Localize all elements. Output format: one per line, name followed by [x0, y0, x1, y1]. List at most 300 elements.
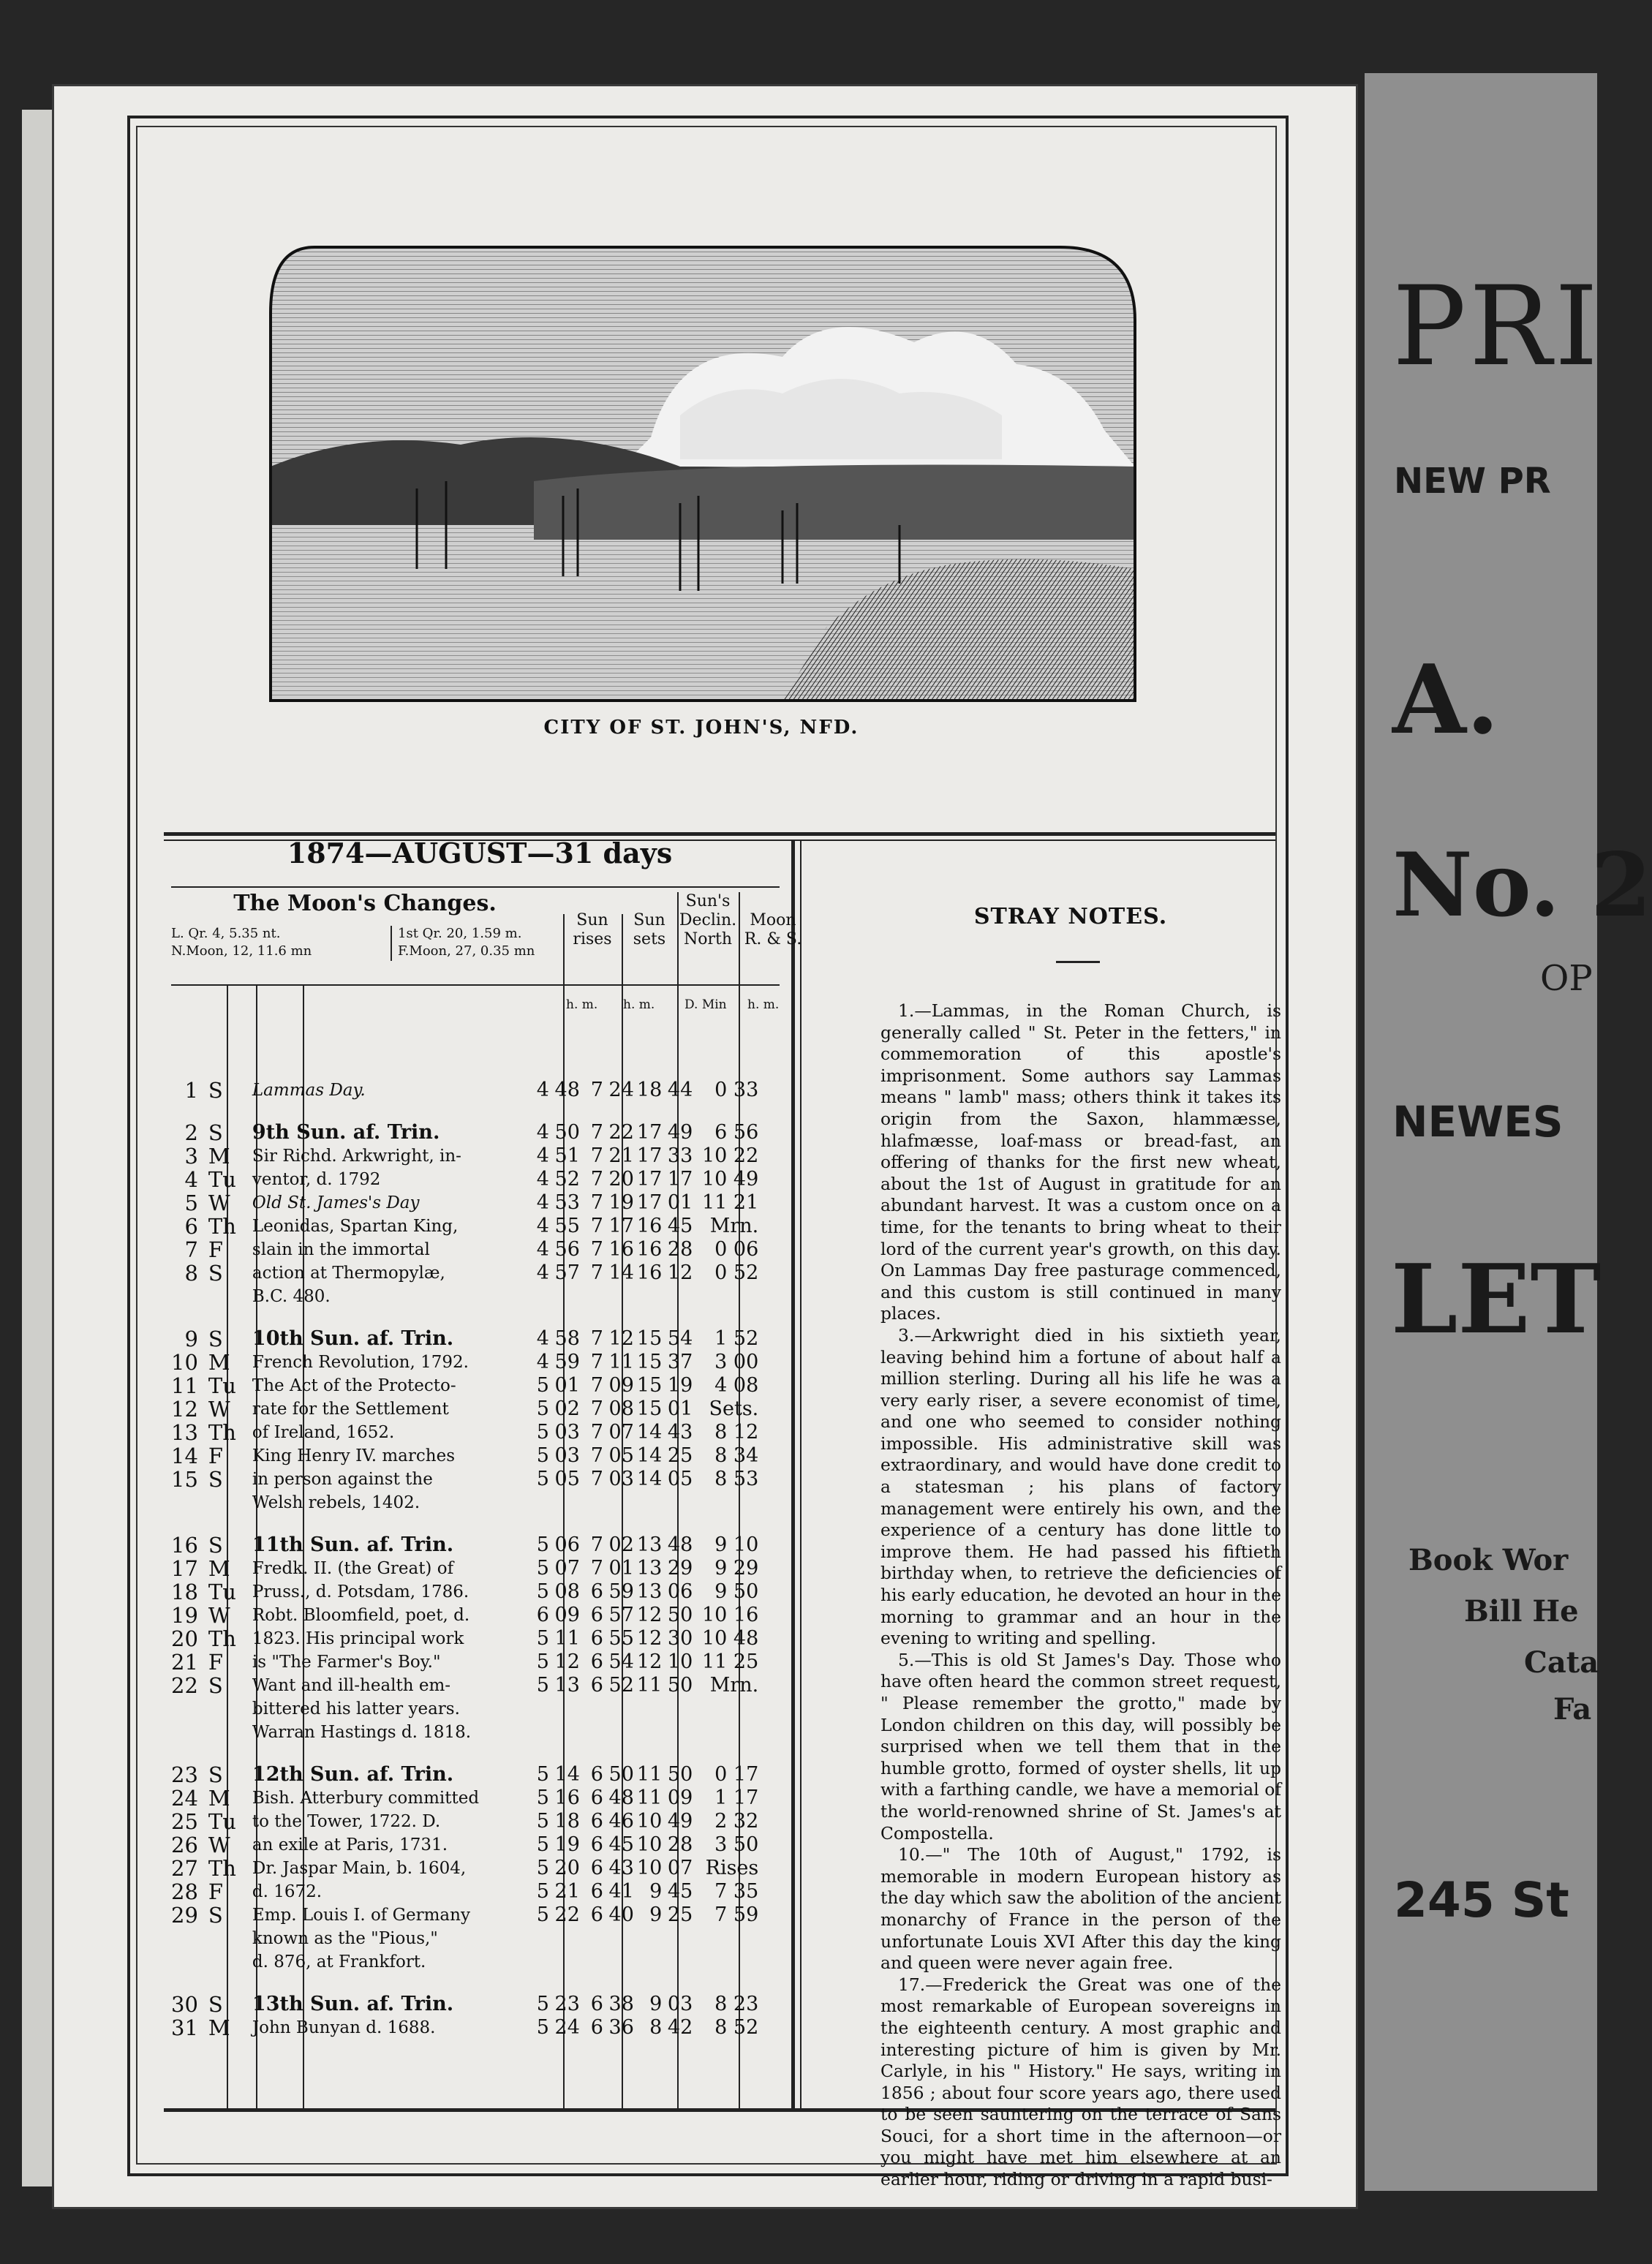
calendar-row: [171, 1351, 763, 1375]
declination-degrees: 16: [636, 1261, 663, 1284]
sunrise-hour: 4: [536, 1121, 549, 1144]
sunset-minute: 55: [608, 1627, 634, 1650]
moon-rise-set: 3 50: [714, 1833, 759, 1856]
moon-changes-divider: [391, 926, 392, 961]
weekday: Th: [208, 1420, 236, 1445]
sunrise-minute: [549, 1951, 583, 1974]
sunset-hour: 6: [590, 1857, 603, 1879]
facing-line-7: LET: [1391, 1243, 1602, 1355]
weekday: S: [208, 1078, 223, 1103]
event-text: in person against the: [252, 1470, 433, 1489]
calendar-row: [171, 1145, 763, 1169]
sunrise-hour: [529, 1928, 549, 1951]
declination-minutes: 28: [667, 1238, 693, 1261]
declination-minutes: 28: [667, 1833, 693, 1856]
sunrise-minute: 12: [554, 1650, 580, 1673]
day-number: 18: [171, 1580, 198, 1604]
calendar-row: [171, 1698, 763, 1721]
sunset-minute: 01: [608, 1557, 634, 1580]
calendar-row: [171, 1581, 763, 1604]
stray-note-paragraph: 3.—Arkwright died in his sixtieth year, leaving behind him a fortune of about half a million sterling. During all his life he was a very early riser, a severe economist of time, and one who seemed to consider nothing impossible. His administrative skill was extraordinary, and would have done credit to a statesman ; his plans of factory management were entirely his own, and the experience of a century has done little to improve them. He had passed his fiftieth birthday when, to retrieve the deficiencies of his early education, he devoted an hour in the morning to grammar and an hour in the evening to writing and spelling.: [880, 1324, 1281, 1649]
sunrise-minute: 58: [554, 1327, 580, 1350]
sun-rises-header: Sun rises: [573, 911, 612, 948]
declination-minutes: 06: [667, 1580, 693, 1603]
moon-rise-set: 10 48: [701, 1627, 759, 1650]
weekday: M: [208, 2015, 230, 2040]
sunset-hour: 6: [590, 2016, 603, 2039]
event-text: 1823. His principal work: [252, 1629, 464, 1648]
declination-degrees: 14: [636, 1468, 663, 1490]
sunrise-minute: 05: [554, 1468, 580, 1490]
day-number: 5: [184, 1191, 198, 1215]
declination-minutes: 17: [667, 1168, 693, 1191]
sunset-hour: [583, 1721, 603, 1745]
sunset-minute: 17: [608, 1215, 634, 1237]
sunrise-minute: 48: [554, 1079, 580, 1101]
day-number: [171, 1492, 203, 1515]
sunrise-minute: 03: [554, 1444, 580, 1467]
sunrise-minute: 13: [554, 1674, 580, 1697]
declination-minutes: 45: [667, 1215, 693, 1237]
calendar-table: [171, 1079, 763, 2040]
sunset-hour: 7: [590, 1374, 603, 1397]
sunset-minute: 52: [608, 1674, 634, 1697]
weekday: [203, 1492, 249, 1515]
event-text: Lammas Day.: [252, 1081, 366, 1100]
event-text: Pruss., d. Potsdam, 1786.: [252, 1582, 469, 1601]
day-number: 30: [171, 1992, 198, 2017]
day-number: 31: [171, 2015, 198, 2040]
sunset-minute: 57: [608, 1604, 634, 1626]
sunrise-hour: 4: [536, 1238, 549, 1261]
sunset-hour: 7: [590, 1121, 603, 1144]
calendar-row: [171, 1558, 763, 1581]
sunset-hour: [583, 1492, 603, 1515]
moon-rise-set: Sets.: [709, 1397, 759, 1420]
sunset-hour: 7: [590, 1351, 603, 1373]
day-number: 15: [171, 1467, 198, 1492]
sunset-minute: 12: [608, 1327, 634, 1350]
sunrise-minute: 56: [554, 1238, 580, 1261]
sunrise-hour: [529, 1721, 549, 1745]
calendar-row: [171, 1675, 763, 1698]
weekday: F: [208, 1444, 224, 1468]
facing-line-5: OP: [1540, 958, 1593, 999]
day-number: 1: [184, 1078, 198, 1103]
declination-degrees: 10: [636, 1810, 663, 1833]
moon-rise-set: 11 25: [701, 1650, 759, 1673]
declination-minutes: 33: [667, 1144, 693, 1167]
sunset-minute: 02: [608, 1533, 634, 1556]
day-number: 10: [171, 1350, 198, 1375]
sunset-minute: 08: [608, 1397, 634, 1420]
unit-declination: D. Min: [684, 997, 727, 1012]
declination-minutes: 48: [667, 1533, 693, 1556]
calendar-row: [171, 1811, 763, 1834]
harbour-engraving: [271, 247, 1135, 701]
declination-minutes: [662, 1928, 695, 1951]
sunrise-hour: 5: [536, 1533, 549, 1556]
sunset-hour: 7: [590, 1238, 603, 1261]
declination-degrees: 9: [649, 1903, 663, 1926]
calendar-row: [171, 1468, 763, 1492]
sunset-hour: 7: [590, 1191, 603, 1214]
facing-line-12: 245 St: [1394, 1872, 1569, 1928]
moon-change-full-moon: F.Moon, 27, 0.35 mn: [398, 943, 535, 959]
moon-rise-set: 0 17: [714, 1763, 759, 1786]
moon-change-new-moon: N.Moon, 12, 11.6 mn: [171, 943, 312, 959]
calendar-title: 1874—AUGUST—31 days: [287, 837, 673, 869]
sunrise-hour: [529, 1286, 549, 1309]
declination-degrees: 16: [636, 1215, 663, 1237]
moon-rise-set: 0 06: [714, 1238, 759, 1261]
sunset-minute: 11: [608, 1351, 634, 1373]
moon-rise-set: 9 10: [714, 1533, 759, 1556]
calendar-row: [171, 1422, 763, 1445]
sunrise-hour: 5: [536, 1810, 549, 1833]
stray-notes-body: [880, 1000, 1281, 2191]
day-number: 21: [171, 1650, 198, 1675]
sunrise-minute: 53: [554, 1191, 580, 1214]
sunrise-minute: 07: [554, 1557, 580, 1580]
declination-minutes: 03: [667, 1993, 693, 2015]
weekday: M: [208, 1556, 230, 1581]
moon-change-first-quarter: 1st Qr. 20, 1.59 m.: [398, 926, 522, 941]
sunset-hour: 6: [590, 1810, 603, 1833]
facing-line-10: Cata: [1524, 1645, 1599, 1680]
moon-rise-set: 10 22: [701, 1144, 759, 1167]
declination-degrees: 15: [636, 1397, 663, 1420]
column-divider: [791, 839, 795, 2108]
weekday: F: [208, 1879, 224, 1904]
event-text: 10th Sun. af. Trin.: [252, 1327, 454, 1350]
declination-header: Sun's Declin. North: [679, 892, 737, 948]
sunrise-minute: 23: [554, 1993, 580, 2015]
day-number: 19: [171, 1603, 198, 1628]
facing-line-4: No. 2: [1392, 834, 1652, 937]
declination-minutes: 19: [667, 1374, 693, 1397]
unit-rises: h. m.: [566, 997, 598, 1012]
sun-sets-header: Sun sets: [633, 911, 666, 948]
declination-degrees: 14: [636, 1444, 663, 1467]
event-text: Dr. Jaspar Main, b. 1604,: [252, 1859, 467, 1878]
event-text: d. 1672.: [252, 1882, 323, 1901]
calendar-row: [171, 1215, 763, 1239]
declination-minutes: 43: [667, 1421, 693, 1444]
moon-rise-set: [695, 1286, 763, 1309]
calendar-row: [171, 1398, 763, 1422]
declination-degrees: 15: [636, 1327, 663, 1350]
day-number: 12: [171, 1397, 198, 1422]
weekday: F: [208, 1650, 224, 1675]
sunrise-minute: 08: [554, 1580, 580, 1603]
declination-minutes: [662, 1698, 695, 1721]
calendar-row: [171, 1857, 763, 1881]
sunset-hour: 6: [590, 1880, 603, 1903]
sunset-hour: [583, 1698, 603, 1721]
weekday: S: [208, 1261, 223, 1286]
sunset-hour: 7: [590, 1557, 603, 1580]
moon-rise-set: 7 35: [714, 1880, 759, 1903]
sunset-minute: [603, 1951, 637, 1974]
column-divider-thin: [800, 839, 802, 2108]
declination-degrees: 10: [636, 1857, 663, 1879]
sunrise-hour: 4: [536, 1079, 549, 1101]
weekday: S: [208, 1903, 223, 1928]
sunrise-minute: 18: [554, 1810, 580, 1833]
weekday: S: [208, 1762, 223, 1787]
weekday: W: [208, 1603, 230, 1628]
moon-rise-set: 11 21: [701, 1191, 759, 1214]
weekday: Th: [208, 1856, 236, 1881]
stray-note-paragraph: 17.—Frederick the Great was one of the most remarkable of European sovereigns in the eighteenth century. A most graphic and interesting picture of him is given by Mr. Carlyle, in his " History." He says, writing in 1856 ; about four score years ago, there used to be seen sauntering on the terrace of Sans Souci, for a short time in the afternoon—or you might have met him elsewhere at an earlier hour, riding or driving in a rapid busi-: [880, 1974, 1281, 2190]
sunrise-hour: 5: [536, 1374, 549, 1397]
declination-minutes: 07: [667, 1857, 693, 1879]
sunset-hour: 7: [590, 1397, 603, 1420]
sunrise-minute: 16: [554, 1786, 580, 1809]
facing-line-9: Bill He: [1464, 1594, 1579, 1629]
week-separator: [171, 1103, 763, 1122]
calendar-row: [171, 1651, 763, 1675]
declination-degrees: 12: [636, 1650, 663, 1673]
weekday: Th: [208, 1214, 236, 1239]
moon-rise-set: [695, 1698, 763, 1721]
moon-rise-set: Rises: [705, 1857, 759, 1879]
day-number: 3: [184, 1144, 198, 1169]
sunset-hour: 6: [590, 1674, 603, 1697]
declination-degrees: 12: [636, 1627, 663, 1650]
sunrise-minute: [549, 1286, 583, 1309]
stray-note-paragraph: 5.—This is old St James's Day. Those who have often heard the common street request, " Please remember the grotto," made by London children on this day, will possibly be surprised when we tell them that in the humble grotto, formed of oyster shells, lit up with a farthing candle, we have a memorial of the world-renowned shrine of St. James's at Compostella.: [880, 1649, 1281, 1844]
weekday: [203, 1286, 249, 1309]
declination-degrees: 15: [636, 1351, 663, 1373]
sunrise-hour: 4: [536, 1351, 549, 1373]
sunset-hour: 6: [590, 1833, 603, 1856]
sunset-minute: 48: [608, 1786, 634, 1809]
event-text: Sir Richd. Arkwright, in-: [252, 1147, 461, 1166]
day-number: 7: [184, 1237, 198, 1262]
calendar-row: [171, 1286, 763, 1309]
sunset-minute: 16: [608, 1238, 634, 1261]
weekday: Tu: [208, 1580, 236, 1604]
illustration-caption: CITY OF ST. JOHN'S, NFD.: [543, 717, 859, 739]
declination-minutes: [662, 1286, 695, 1309]
declination-degrees: 14: [636, 1421, 663, 1444]
week-separator: [171, 1515, 763, 1534]
sunset-minute: 05: [608, 1444, 634, 1467]
day-number: 6: [184, 1214, 198, 1239]
page-edge: [22, 110, 57, 2186]
day-number: 27: [171, 1856, 198, 1881]
weekday: W: [208, 1833, 230, 1857]
weekday: [203, 1721, 249, 1745]
sunset-hour: 6: [590, 1650, 603, 1673]
weekday: M: [208, 1144, 230, 1169]
weekday: S: [208, 1673, 223, 1698]
declination-minutes: [662, 1951, 695, 1974]
stray-note-paragraph: 1.—Lammas, in the Roman Church, is generally called " St. Peter in the fetters," in commemoration of this apostle's imprisonment. Some authors say Lammas means " lamb" mass; others think it takes its origin from the Saxon, hlammæsse, hlafmæsse, loaf-mass or bread-fast, an offering of thanks for the first new wheat, about the 1st of August in gratitude for an abundant harvest. It was a custom once on a time, for the tenants to bring wheat to their lord of the current year's growth, on this day. On Lammas Day free pasturage commenced, and this custom is still continued in many places.: [880, 1000, 1281, 1324]
sunset-hour: 6: [590, 1763, 603, 1786]
sunrise-hour: 6: [536, 1604, 549, 1626]
sunset-minute: [603, 1698, 637, 1721]
moon-change-last-quarter: L. Qr. 4, 5.35 nt.: [171, 926, 281, 941]
day-number: 4: [184, 1167, 198, 1192]
event-text: The Act of the Protecto-: [252, 1376, 456, 1395]
declination-minutes: 10: [667, 1650, 693, 1673]
day-number: 29: [171, 1903, 198, 1928]
moon-rise-set: 1 52: [714, 1327, 759, 1350]
calendar-row: [171, 1122, 763, 1145]
weekday: Tu: [208, 1809, 236, 1834]
sunrise-hour: 5: [536, 1993, 549, 2015]
event-text: an exile at Paris, 1731.: [252, 1835, 448, 1854]
sunset-minute: 24: [608, 1079, 634, 1101]
sunrise-minute: 21: [554, 1880, 580, 1903]
weekday: Th: [208, 1626, 236, 1651]
sunrise-minute: 24: [554, 2016, 580, 2039]
sunrise-hour: 5: [536, 1397, 549, 1420]
column-header-rule: [171, 984, 780, 986]
sunset-minute: 54: [608, 1650, 634, 1673]
sunset-minute: 21: [608, 1144, 634, 1167]
sunrise-minute: 20: [554, 1857, 580, 1879]
sunset-hour: 7: [590, 1468, 603, 1490]
declination-minutes: 01: [667, 1191, 693, 1214]
calendar-row: [171, 1534, 763, 1558]
declination-degrees: 13: [636, 1580, 663, 1603]
declination-minutes: 25: [667, 1903, 693, 1926]
sunset-minute: [603, 1721, 637, 1745]
moon-rise-set: 4 08: [714, 1374, 759, 1397]
event-text: ventor, d. 1792: [252, 1170, 381, 1189]
moon-rise-set: 8 52: [714, 2016, 759, 2039]
day-number: 13: [171, 1420, 198, 1445]
sunrise-hour: 5: [536, 2016, 549, 2039]
sunrise-hour: [529, 1492, 549, 1515]
sunset-hour: [583, 1928, 603, 1951]
day-number: 2: [184, 1120, 198, 1145]
event-text: is "The Farmer's Boy.": [252, 1653, 441, 1672]
calendar-row: [171, 1328, 763, 1351]
sunset-hour: 6: [590, 1903, 603, 1926]
weekday: S: [208, 1467, 223, 1492]
event-text: 12th Sun. af. Trin.: [252, 1763, 454, 1786]
sunset-hour: 6: [590, 1993, 603, 2015]
moon-rise-set: 6 56: [714, 1121, 759, 1144]
event-text: John Bunyan d. 1688.: [252, 2018, 436, 2037]
weekday: W: [208, 1191, 230, 1215]
day-number: 20: [171, 1626, 198, 1651]
moon-rise-set: [695, 1721, 763, 1745]
sunset-minute: 41: [608, 1880, 634, 1903]
sunrise-minute: [549, 1721, 583, 1745]
event-text: French Revolution, 1792.: [252, 1353, 469, 1372]
sunset-minute: 07: [608, 1421, 634, 1444]
declination-minutes: 45: [667, 1880, 693, 1903]
event-text: 11th Sun. af. Trin.: [252, 1533, 454, 1556]
event-text: known as the "Pious,": [252, 1929, 438, 1948]
declination-degrees: [637, 1928, 662, 1951]
declination-minutes: 29: [667, 1557, 693, 1580]
declination-degrees: [637, 1698, 662, 1721]
declination-degrees: 11: [636, 1763, 663, 1786]
sunrise-minute: 55: [554, 1215, 580, 1237]
sunrise-hour: 5: [536, 1880, 549, 1903]
unit-sets: h. m.: [623, 997, 655, 1012]
declination-degrees: 13: [636, 1533, 663, 1556]
day-number: [171, 1698, 203, 1721]
sunset-hour: 7: [590, 1079, 603, 1101]
sunset-minute: 19: [608, 1191, 634, 1214]
declination-minutes: 49: [667, 1810, 693, 1833]
calendar-row: [171, 1628, 763, 1651]
declination-degrees: [637, 1951, 662, 1974]
sunset-hour: 7: [590, 1168, 603, 1191]
declination-degrees: 16: [636, 1238, 663, 1261]
sunrise-hour: [529, 1698, 549, 1721]
sunset-minute: 03: [608, 1468, 634, 1490]
sunset-hour: 7: [590, 1215, 603, 1237]
facing-line-3: A.: [1392, 644, 1500, 755]
sunset-hour: 7: [590, 1144, 603, 1167]
moon-rise-set: 0 33: [714, 1079, 759, 1101]
moon-rise-set: 9 29: [714, 1557, 759, 1580]
facing-line-8: Book Wor: [1408, 1543, 1569, 1577]
moon-rise-set: 9 50: [714, 1580, 759, 1603]
event-text: slain in the immortal: [252, 1240, 430, 1259]
sunset-minute: 36: [608, 2016, 634, 2039]
weekday: M: [208, 1350, 230, 1375]
sunset-minute: 59: [608, 1580, 634, 1603]
day-number: [171, 1951, 203, 1974]
calendar-row: [171, 1904, 763, 1928]
sunset-minute: 14: [608, 1261, 634, 1284]
declination-degrees: [637, 1286, 662, 1309]
sunrise-minute: 14: [554, 1763, 580, 1786]
sunrise-minute: 19: [554, 1833, 580, 1856]
weekday: M: [208, 1786, 230, 1811]
sunrise-hour: 5: [536, 1468, 549, 1490]
sunrise-hour: 5: [536, 1557, 549, 1580]
moon-rise-set: 3 00: [714, 1351, 759, 1373]
weekday: S: [208, 1533, 223, 1558]
declination-degrees: 18: [636, 1079, 663, 1101]
event-text: 13th Sun. af. Trin.: [252, 1993, 454, 2015]
day-number: 23: [171, 1762, 198, 1787]
calendar-row: [171, 2017, 763, 2040]
facing-line-2: NEW PR: [1394, 461, 1551, 502]
sunrise-hour: 5: [536, 1786, 549, 1809]
day-number: 25: [171, 1809, 198, 1834]
sunrise-hour: 5: [536, 1627, 549, 1650]
sunrise-hour: 5: [536, 1421, 549, 1444]
declination-degrees: 12: [636, 1604, 663, 1626]
weekday: [203, 1928, 249, 1951]
facing-line-6: NEWES: [1392, 1097, 1564, 1147]
calendar-row: [171, 1928, 763, 1951]
sunset-minute: 45: [608, 1833, 634, 1856]
declination-minutes: 01: [667, 1397, 693, 1420]
declination-minutes: 30: [667, 1627, 693, 1650]
sunrise-hour: 4: [536, 1327, 549, 1350]
day-number: 11: [171, 1373, 198, 1398]
declination-minutes: 25: [667, 1444, 693, 1467]
day-number: 16: [171, 1533, 198, 1558]
event-text: Leonidas, Spartan King,: [252, 1217, 459, 1236]
event-text: B.C. 480.: [252, 1287, 331, 1306]
declination-minutes: 49: [667, 1121, 693, 1144]
declination-degrees: 10: [636, 1833, 663, 1856]
